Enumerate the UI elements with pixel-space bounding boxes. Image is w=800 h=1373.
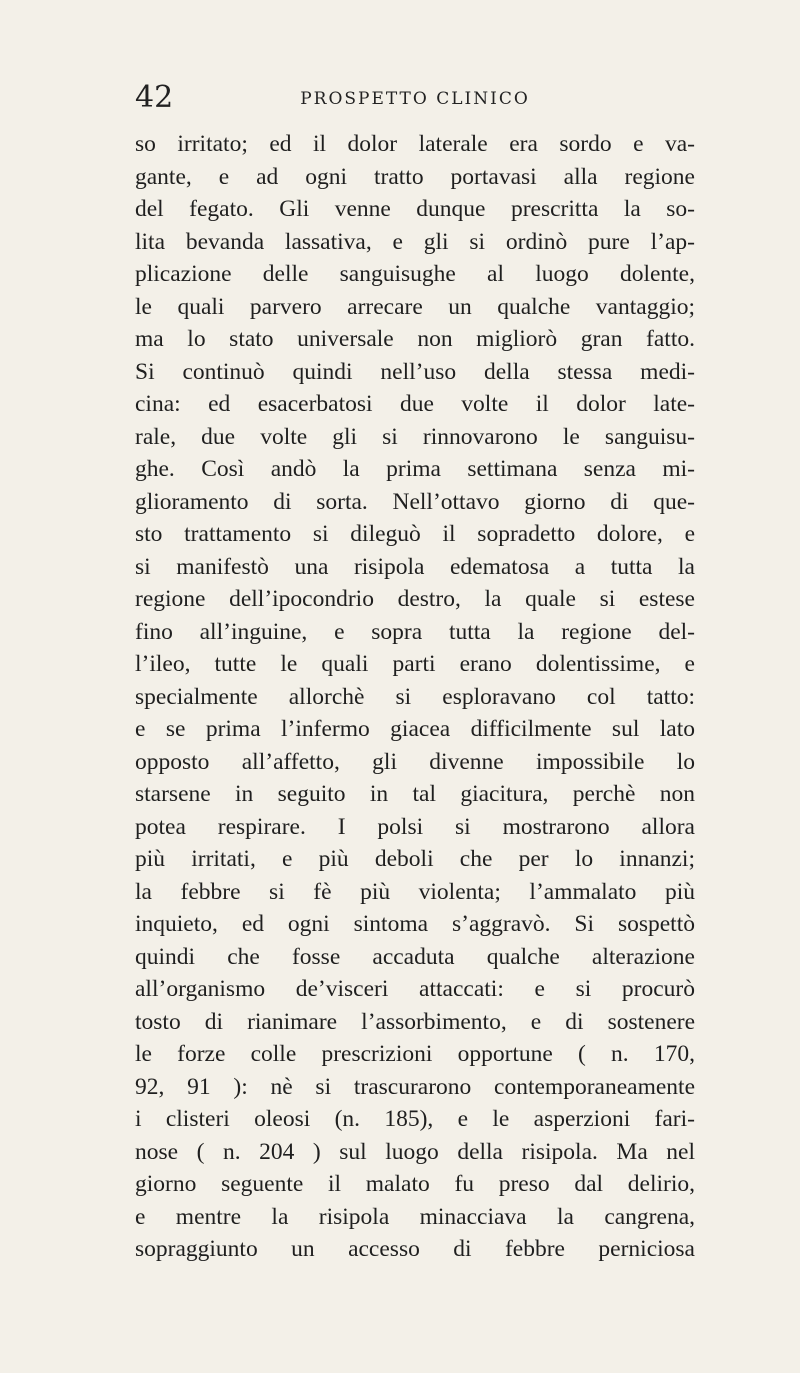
text-line: cina: ed esacerbatosi due volte il dolor late-	[135, 391, 695, 417]
text-line: si manifestò una risipola edematosa a tutta la	[135, 553, 695, 580]
text-line: regione dell’ipocondrio destro, la quale si estese	[135, 586, 695, 612]
page-number: 42	[135, 80, 174, 115]
text-line: potea respirare. I polsi si mostrarono allora	[135, 813, 695, 840]
page-header	[135, 78, 695, 118]
text-line: più irritati, e più deboli che per lo innanzi;	[135, 846, 695, 872]
text-line: ghe. Così andò la prima settimana senza mi-	[135, 456, 695, 482]
body-text	[135, 128, 695, 1266]
text-line: Si continuò quindi nell’uso della stessa medi-	[135, 358, 695, 385]
text-line: starsene in seguito in tal giacitura, perchè non	[135, 781, 695, 807]
text-line: ma lo stato universale non migliorò gran fatto.	[135, 326, 695, 352]
text-line: so irritato; ed il dolor laterale era sordo e va-	[135, 131, 695, 157]
text-line: la febbre si fè più violenta; l’ammalato più	[135, 878, 695, 905]
text-line: tosto di rianimare l’assorbimento, e di sostenere	[135, 1008, 695, 1035]
text-line: sopraggiunto un accesso di febbre perniciosa	[135, 1236, 695, 1262]
text-line: nose ( n. 204 ) sul luogo della risipola. Ma nel	[135, 1138, 695, 1165]
text-line: le quali parvero arrecare un qualche vantaggio;	[135, 293, 695, 320]
text-line: giorno seguente il malato fu preso dal delirio,	[135, 1171, 695, 1197]
running-title: PROSPETTO CLINICO	[300, 89, 530, 109]
text-line: le forze colle prescrizioni opportune ( n. 170,	[135, 1041, 695, 1067]
text-line: del fegato. Gli venne dunque prescritta la so-	[135, 196, 695, 222]
text-line: l’ileo, tutte le quali parti erano dolentissime, e	[135, 651, 695, 677]
text-line: specialmente allorchè si esploravano col tatto:	[135, 683, 695, 710]
text-line: i clisteri oleosi (n. 185), e le asperzioni fari-	[135, 1106, 695, 1132]
text-line: opposto all’affetto, gli divenne impossibile lo	[135, 748, 695, 775]
text-line: rale, due volte gli si rinnovarono le sanguisu-	[135, 423, 695, 450]
text-line: gante, e ad ogni tratto portavasi alla regione	[135, 163, 695, 190]
text-line: all’organismo de’visceri attaccati: e si procurò	[135, 976, 695, 1002]
text-line: glioramento di sorta. Nell’ottavo giorno di que-	[135, 488, 695, 515]
text-line: inquieto, ed ogni sintoma s’aggravò. Si sospettò	[135, 911, 695, 937]
text-line: lita bevanda lassativa, e gli si ordinò pure l’ap-	[135, 228, 695, 255]
text-line: fino all’inguine, e sopra tutta la regione del-	[135, 618, 695, 645]
text-line: e se prima l’infermo giacea difficilmente sul lato	[135, 716, 695, 742]
text-line: quindi che fosse accaduta qualche alterazione	[135, 943, 695, 970]
text-line: e mentre la risipola minacciava la cangrena,	[135, 1203, 695, 1230]
text-line: 92, 91 ): nè si trascurarono contemporaneamente	[135, 1073, 695, 1100]
text-line: plicazione delle sanguisughe al luogo dolente,	[135, 261, 695, 287]
text-line: sto trattamento si dileguò il sopradetto dolore, e	[135, 521, 695, 547]
